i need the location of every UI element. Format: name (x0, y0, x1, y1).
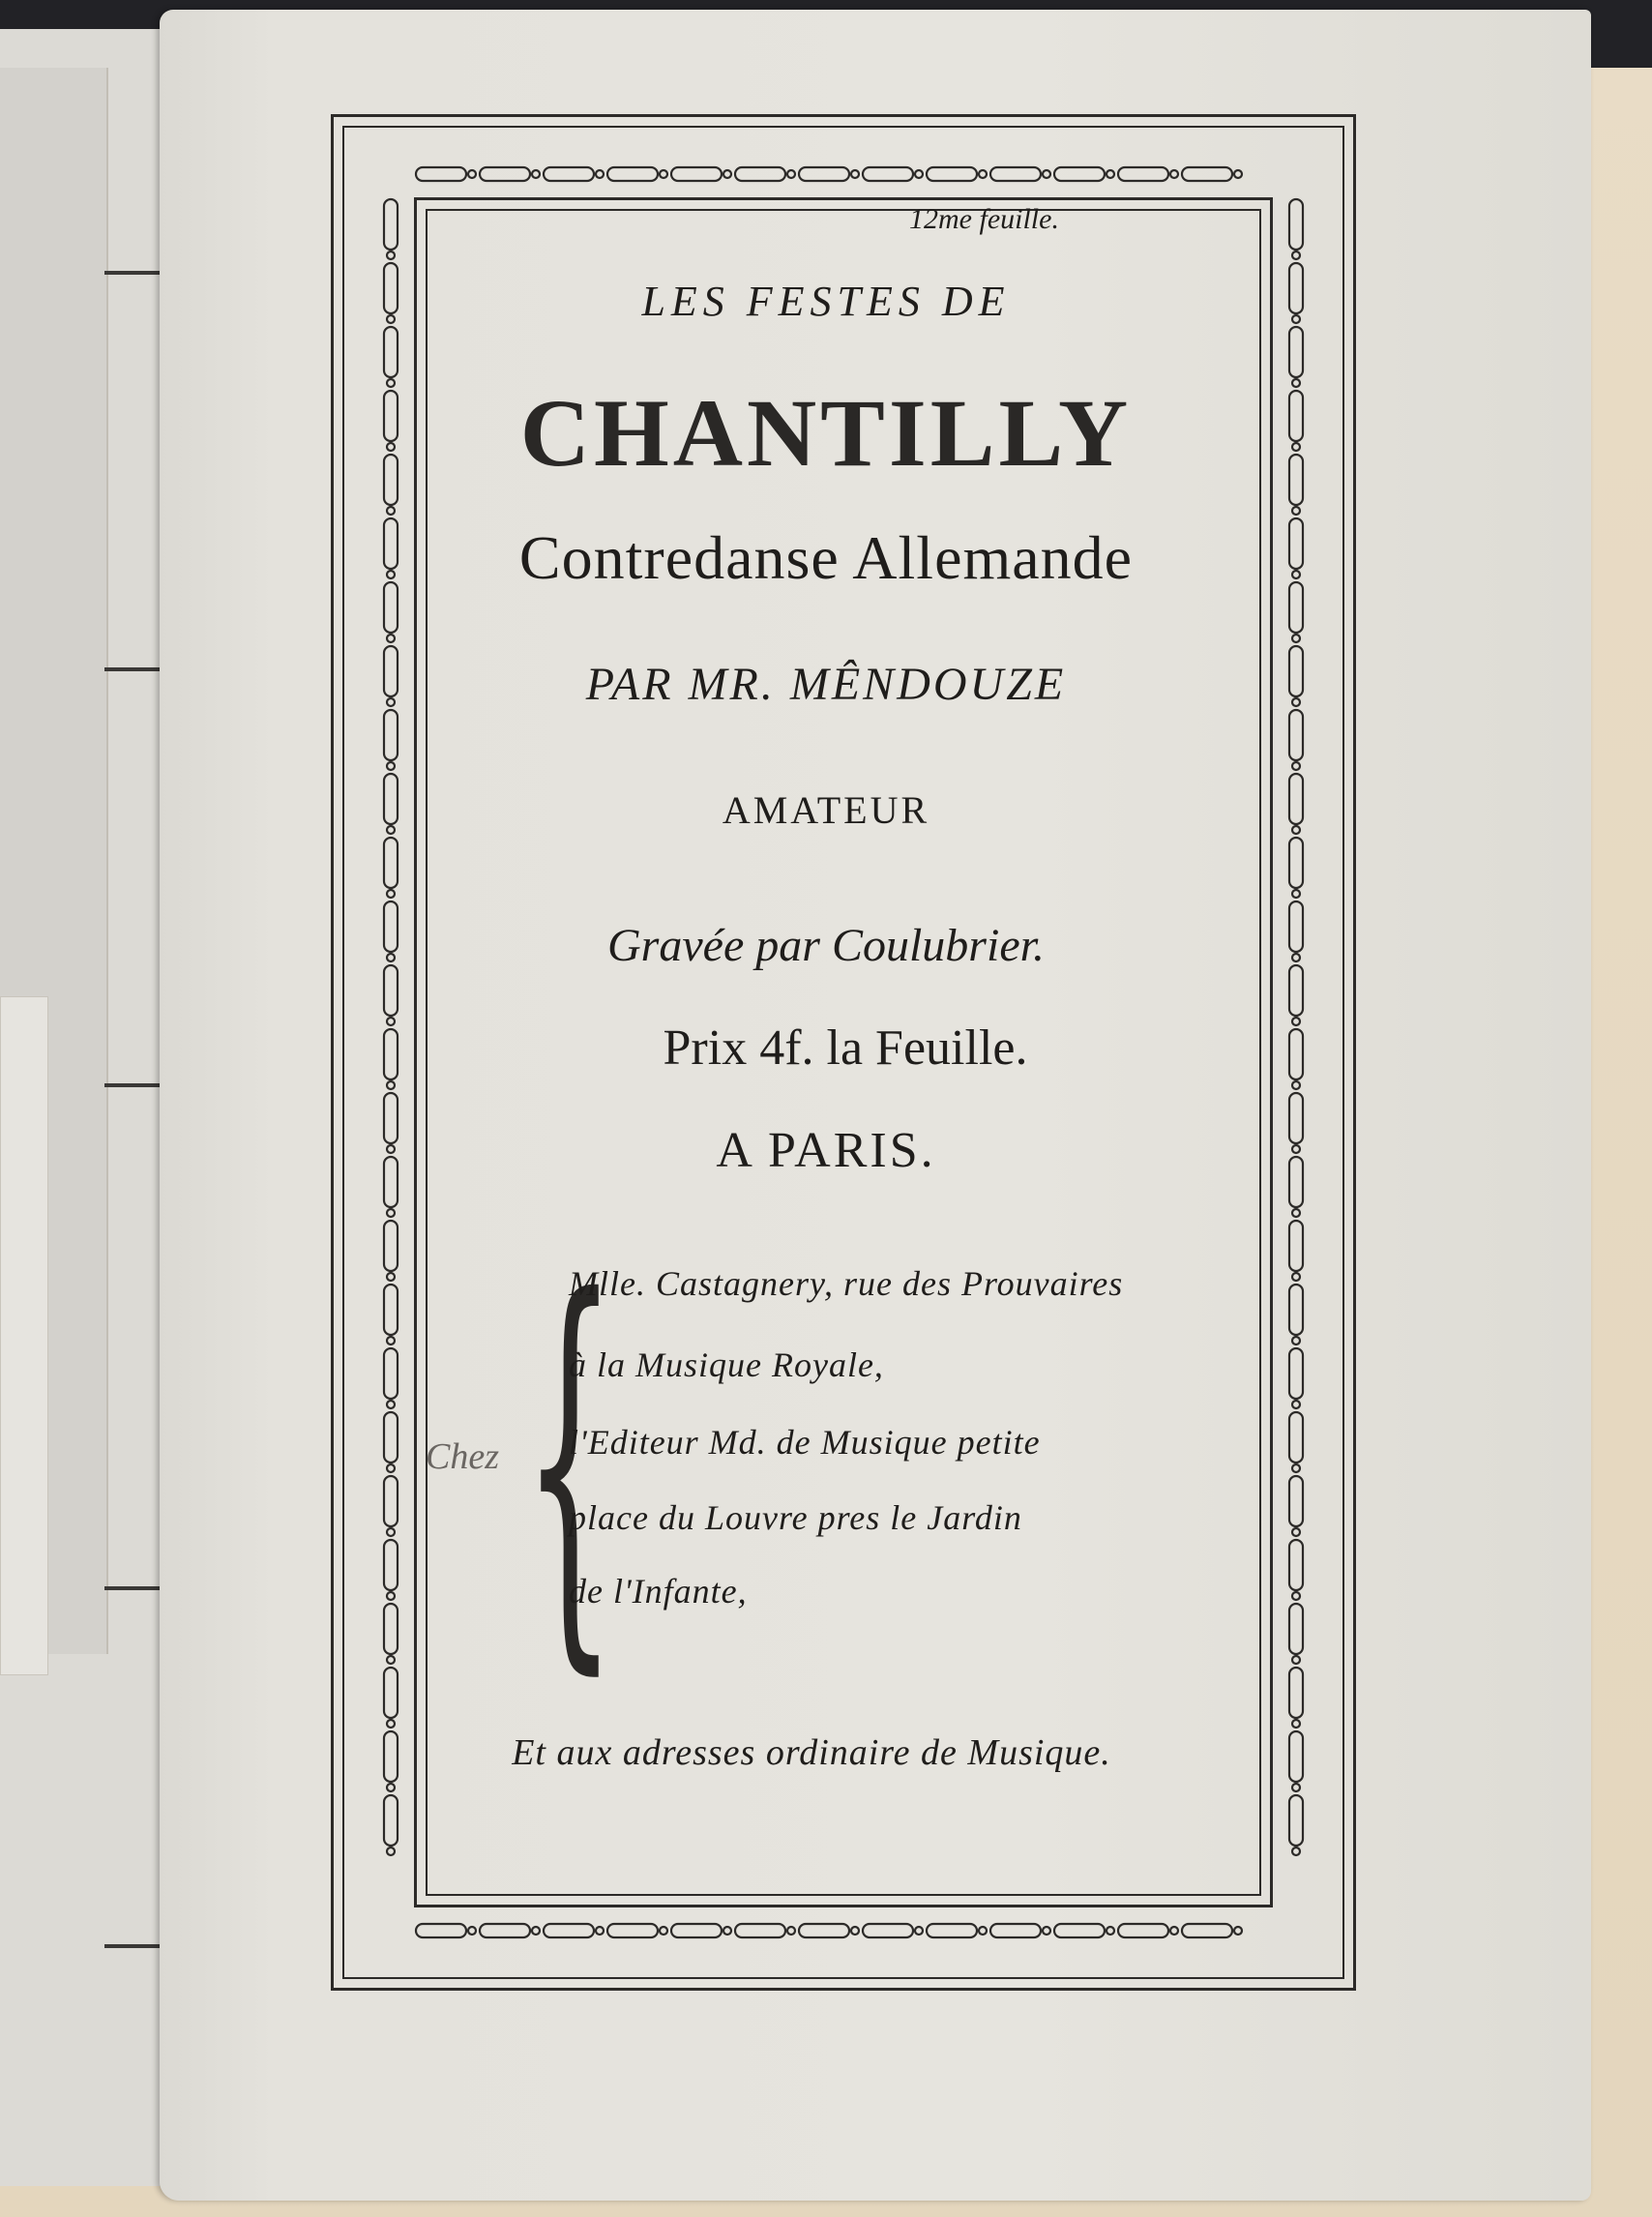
chain-bead (1234, 170, 1242, 178)
chain-link (799, 167, 849, 181)
chain-bead (387, 1592, 395, 1600)
chain-bead (915, 1927, 923, 1935)
chain-link (1289, 1668, 1303, 1718)
title-main: CHANTILLY (519, 379, 1133, 487)
chain-bead (387, 1528, 395, 1536)
chain-bead (387, 1656, 395, 1664)
chain-link (1054, 1924, 1105, 1937)
chain-bead (1234, 1927, 1242, 1935)
chain-bead (1292, 1720, 1300, 1728)
chain-link (1289, 1285, 1303, 1335)
chain-link (384, 1412, 398, 1463)
chain-bead (387, 1273, 395, 1281)
chain-bead (1292, 507, 1300, 515)
chain-bead (1292, 1081, 1300, 1089)
chain-bead (787, 170, 795, 178)
chain-bead (387, 1337, 395, 1345)
left-page-sticker (0, 996, 48, 1675)
chain-bead (723, 170, 731, 178)
chain-bead (851, 1927, 859, 1935)
chain-link (416, 167, 466, 181)
address-line: l'Editeur Md. de Musique petite (569, 1423, 1041, 1462)
chain-bead (979, 1927, 987, 1935)
chain-link (480, 1924, 530, 1937)
chain-bead (1292, 762, 1300, 770)
chain-link (1289, 1221, 1303, 1271)
chain-bead (387, 1720, 395, 1728)
chain-link (384, 1540, 398, 1590)
chain-link (384, 838, 398, 888)
chain-bead (387, 635, 395, 642)
chain-bead (1106, 170, 1114, 178)
chain-link (1118, 1924, 1168, 1937)
chain-link (735, 167, 785, 181)
chain-link (1118, 167, 1168, 181)
author-role: AMATEUR (722, 788, 930, 832)
chain-bead (1292, 1337, 1300, 1345)
chain-bead (1292, 1592, 1300, 1600)
chain-bead (1292, 251, 1300, 259)
chain-bead (468, 170, 476, 178)
chain-link (607, 167, 658, 181)
chain-link (384, 1221, 398, 1271)
chain-link (1289, 1604, 1303, 1654)
chain-bead (979, 170, 987, 178)
footer-line: Et aux adresses ordinaire de Musique. (512, 1732, 1111, 1773)
chain-link (990, 167, 1041, 181)
chain-link (1289, 838, 1303, 888)
chain-link (544, 167, 594, 181)
chain-link (1289, 1540, 1303, 1590)
chain-link (1054, 167, 1105, 181)
chain-bead (1292, 1273, 1300, 1281)
handwritten-note: Chez (426, 1436, 499, 1477)
chain-bead (596, 1927, 604, 1935)
left-page-edge (0, 29, 175, 2186)
chain-link (384, 1604, 398, 1654)
chain-link (1289, 1476, 1303, 1526)
chain-link (990, 1924, 1041, 1937)
address-line: place du Louvre pres le Jardin (569, 1498, 1022, 1537)
chain-bead (387, 1784, 395, 1791)
chain-bead (1292, 1464, 1300, 1472)
chain-link (863, 1924, 913, 1937)
chain-bead (1106, 1927, 1114, 1935)
chain-link (416, 1924, 466, 1937)
chain-bead (468, 1927, 476, 1935)
chain-bead (1170, 1927, 1178, 1935)
chain-link (863, 167, 913, 181)
chain-bead (1292, 890, 1300, 898)
chain-bead (532, 170, 540, 178)
author-line: PAR MR. MÊNDOUZE (585, 659, 1067, 710)
chain-link (384, 1795, 398, 1846)
address-line: à la Musique Royale, (569, 1345, 884, 1384)
chain-bead (851, 170, 859, 178)
chain-bead (596, 170, 604, 178)
chain-bead (1292, 1848, 1300, 1855)
chain-bead (387, 1401, 395, 1408)
chain-bead (915, 170, 923, 178)
chain-link (1289, 1412, 1303, 1463)
sheet-number: 12me feuille. (909, 203, 1059, 235)
address-line: de l'Infante, (569, 1572, 748, 1611)
subtitle: Contredanse Allemande (518, 523, 1134, 592)
chain-link (607, 1924, 658, 1937)
chain-bead (532, 1927, 540, 1935)
address-line: Mlle. Castagnery, rue des Prouvaires (569, 1264, 1124, 1303)
chain-bead (387, 1848, 395, 1855)
chain-link (1182, 1924, 1232, 1937)
chain-bead (387, 1464, 395, 1472)
chain-bead (1292, 1209, 1300, 1217)
chain-bead (1292, 1784, 1300, 1791)
curly-brace-icon: { (522, 1213, 617, 1708)
chain-bead (1292, 1401, 1300, 1408)
chain-link (544, 1924, 594, 1937)
chain-link (384, 1476, 398, 1526)
chain-link (384, 1668, 398, 1718)
chain-link (384, 965, 398, 1016)
chain-bead (1292, 635, 1300, 642)
chain-bead (723, 1927, 731, 1935)
chain-bead (787, 1927, 795, 1935)
chain-bead (387, 762, 395, 770)
chain-bead (387, 507, 395, 515)
chain-link (1289, 1795, 1303, 1846)
chain-link (480, 167, 530, 181)
chain-link (799, 1924, 849, 1937)
binding-stitch (104, 1083, 162, 1087)
binding-stitch (104, 271, 162, 275)
chain-bead (660, 170, 667, 178)
chain-link (671, 167, 722, 181)
chain-bead (660, 1927, 667, 1935)
title-line-1: LES FESTES DE (641, 278, 1011, 325)
city-line: A PARIS. (716, 1123, 936, 1178)
engraver-line: Gravée par Coulubrier. (607, 920, 1045, 971)
chain-link (384, 710, 398, 760)
chain-link (1289, 710, 1303, 760)
chain-bead (1292, 1656, 1300, 1664)
chain-link (1289, 1348, 1303, 1399)
chain-bead (387, 1209, 395, 1217)
chain-link (735, 1924, 785, 1937)
chain-bead (1292, 1528, 1300, 1536)
price-line: Prix 4f. la Feuille. (663, 1020, 1028, 1076)
chain-link (1289, 327, 1303, 377)
chain-bead (387, 1081, 395, 1089)
binding-stitch (104, 1586, 162, 1590)
chain-link (1182, 167, 1232, 181)
chain-link (384, 327, 398, 377)
chain-link (384, 1285, 398, 1335)
chain-link (1289, 199, 1303, 250)
chain-link (384, 199, 398, 250)
chain-link (671, 1924, 722, 1937)
chain-bead (387, 251, 395, 259)
binding-stitch (104, 1944, 162, 1948)
chain-bead (387, 890, 395, 898)
chain-bead (1170, 170, 1178, 178)
chain-bead (1043, 170, 1050, 178)
chain-link (927, 1924, 977, 1937)
chain-link (1289, 965, 1303, 1016)
chain-bead (1043, 1927, 1050, 1935)
chain-link (384, 1348, 398, 1399)
chain-link (927, 167, 977, 181)
